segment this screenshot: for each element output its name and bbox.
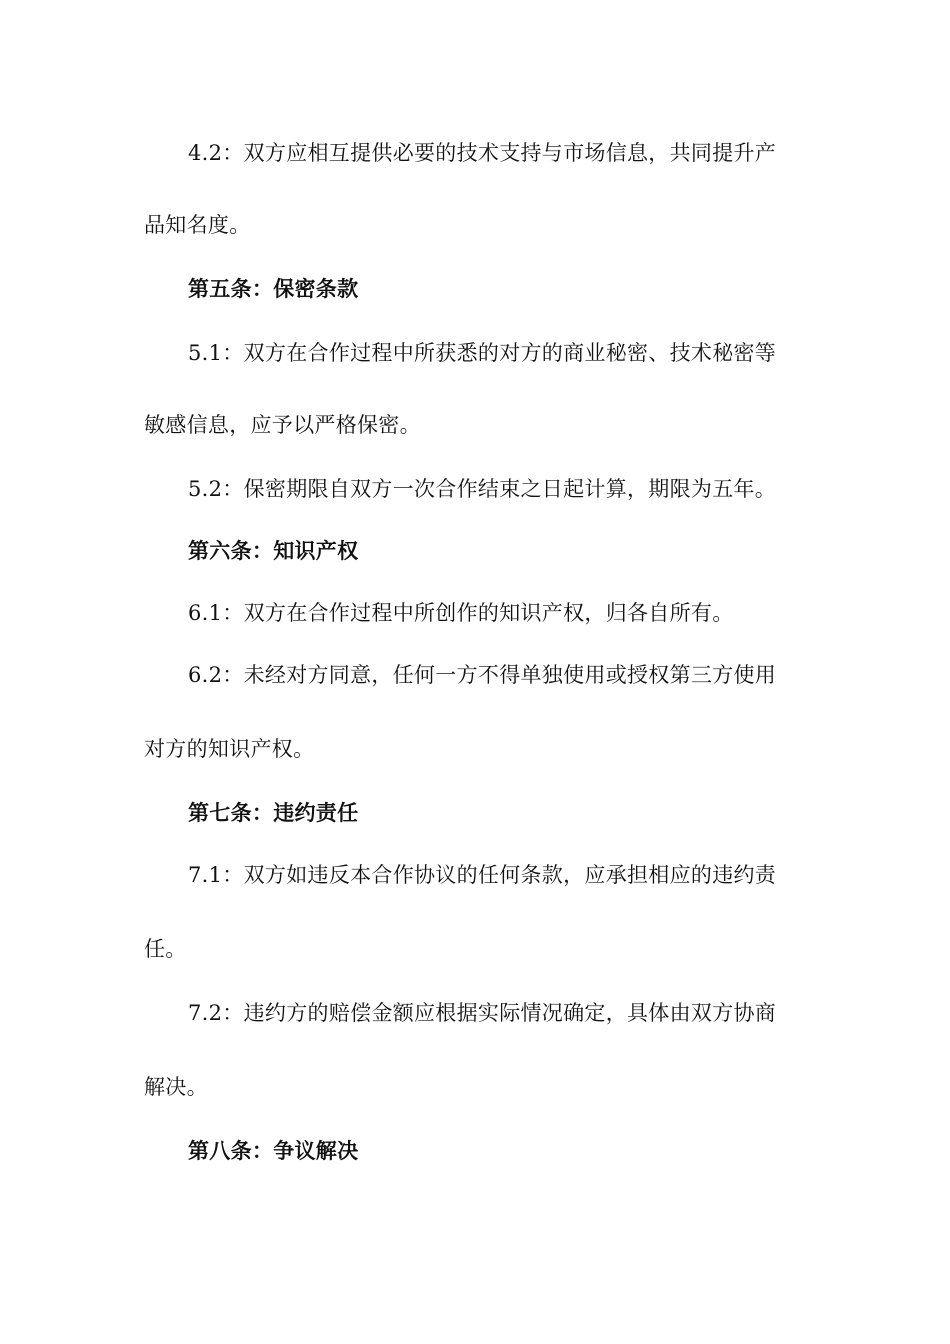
clause-5-2: 5.2：保密期限自双方一次合作结束之日起计算，期限为五年。 [188, 477, 777, 501]
clause-7-2-line-1: 7.2：违约方的赔偿金额应根据实际情况确定，具体由双方协商 [188, 1001, 777, 1025]
clause-6-2-line-2: 对方的知识产权。 [144, 737, 315, 761]
section-heading-8: 第八条：争议解决 [188, 1139, 359, 1163]
clause-4-2-line-1: 4.2：双方应相互提供必要的技术支持与市场信息，共同提升产 [188, 141, 777, 165]
clause-4-2-line-2: 品知名度。 [144, 213, 251, 237]
section-heading-7: 第七条：违约责任 [188, 801, 359, 825]
clause-7-2-line-2: 解决。 [144, 1075, 208, 1099]
clause-6-1: 6.1：双方在合作过程中所创作的知识产权，归各自所有。 [188, 601, 734, 625]
clause-5-1-line-1: 5.1：双方在合作过程中所获悉的对方的商业秘密、技术秘密等 [188, 341, 777, 365]
section-heading-5: 第五条：保密条款 [188, 277, 359, 301]
clause-7-1-line-2: 任。 [144, 937, 187, 961]
clause-6-2-line-1: 6.2：未经对方同意，任何一方不得单独使用或授权第三方使用 [188, 663, 777, 687]
section-heading-6: 第六条：知识产权 [188, 539, 359, 563]
clause-7-1-line-1: 7.1：双方如违反本合作协议的任何条款，应承担相应的违约责 [188, 863, 777, 887]
clause-5-1-line-2: 敏感信息，应予以严格保密。 [144, 413, 421, 437]
